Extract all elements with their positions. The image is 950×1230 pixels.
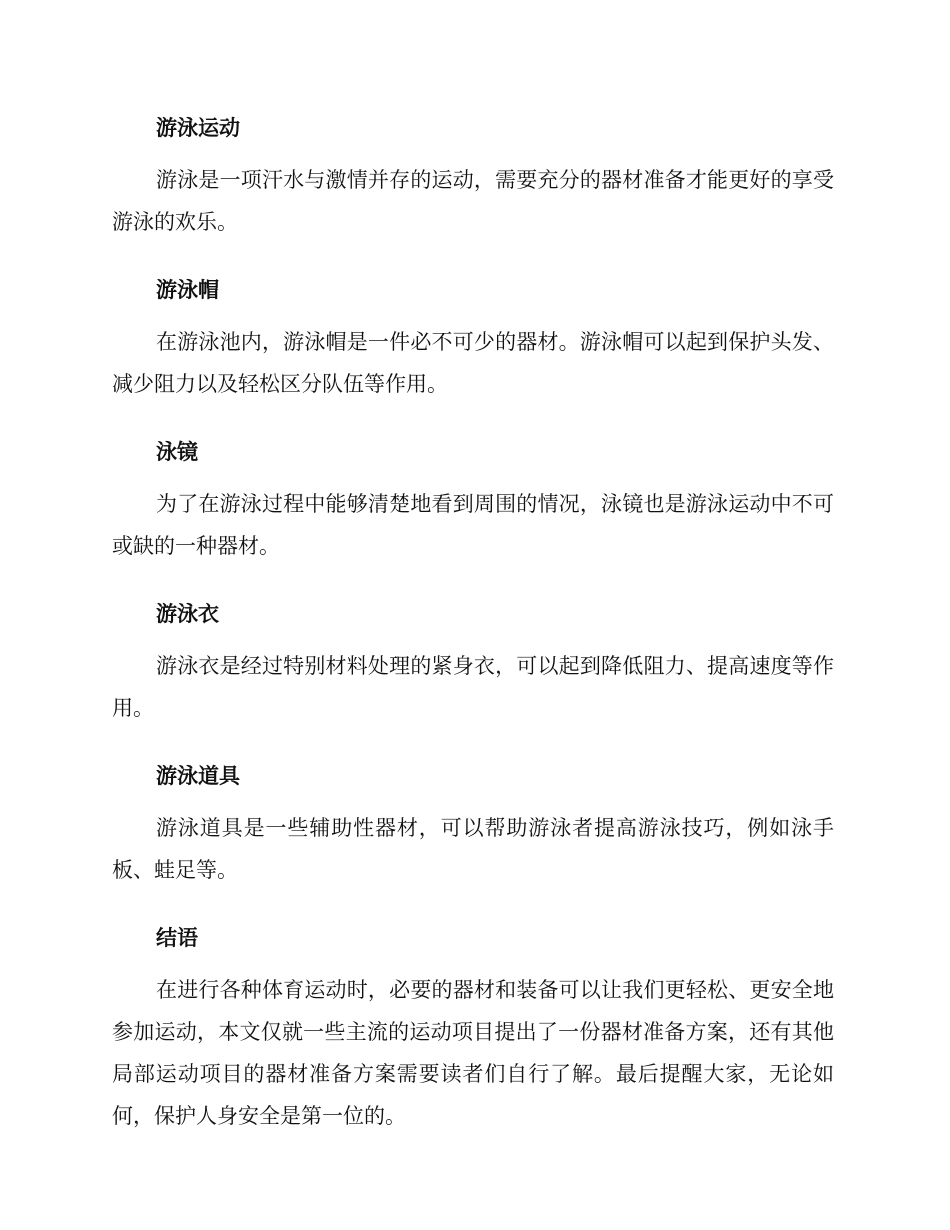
section-heading-swim-aids: 游泳道具 <box>156 764 240 788</box>
section-heading-swimming: 游泳运动 <box>156 116 240 140</box>
section-heading-conclusion: 结语 <box>156 926 198 950</box>
section-paragraph-swimming: 游泳是一项汗水与激情并存的运动，需要充分的器材准备才能更好的享受游泳的欢乐。 <box>112 168 834 234</box>
section-heading-goggles: 泳镜 <box>156 440 198 464</box>
section-heading-swimsuit: 游泳衣 <box>156 602 219 626</box>
section-paragraph-swimsuit: 游泳衣是经过特别材料处理的紧身衣，可以起到降低阻力、提高速度等作用。 <box>112 654 834 720</box>
section-paragraph-swim-aids: 游泳道具是一些辅助性器材，可以帮助游泳者提高游泳技巧，例如泳手板、蛙足等。 <box>112 816 834 882</box>
document-body <box>112 108 834 1164</box>
section-paragraph-goggles: 为了在游泳过程中能够清楚地看到周围的情况，泳镜也是游泳运动中不可或缺的一种器材。 <box>112 492 834 558</box>
section-heading-swim-cap: 游泳帽 <box>156 278 219 302</box>
section-paragraph-swim-cap: 在游泳池内，游泳帽是一件必不可少的器材。游泳帽可以起到保护头发、减少阻力以及轻松区分队伍等作用。 <box>112 330 834 396</box>
section-paragraph-conclusion: 在进行各种体育运动时，必要的器材和装备可以让我们更轻松、更安全地参加运动，本文仅就一些主流的运动项目提出了一份器材准备方案，还有其他局部运动项目的器材准备方案需要读者们自行了解。最后提醒大家，无论如何，保护人身安全是第一位的。 <box>112 978 834 1128</box>
